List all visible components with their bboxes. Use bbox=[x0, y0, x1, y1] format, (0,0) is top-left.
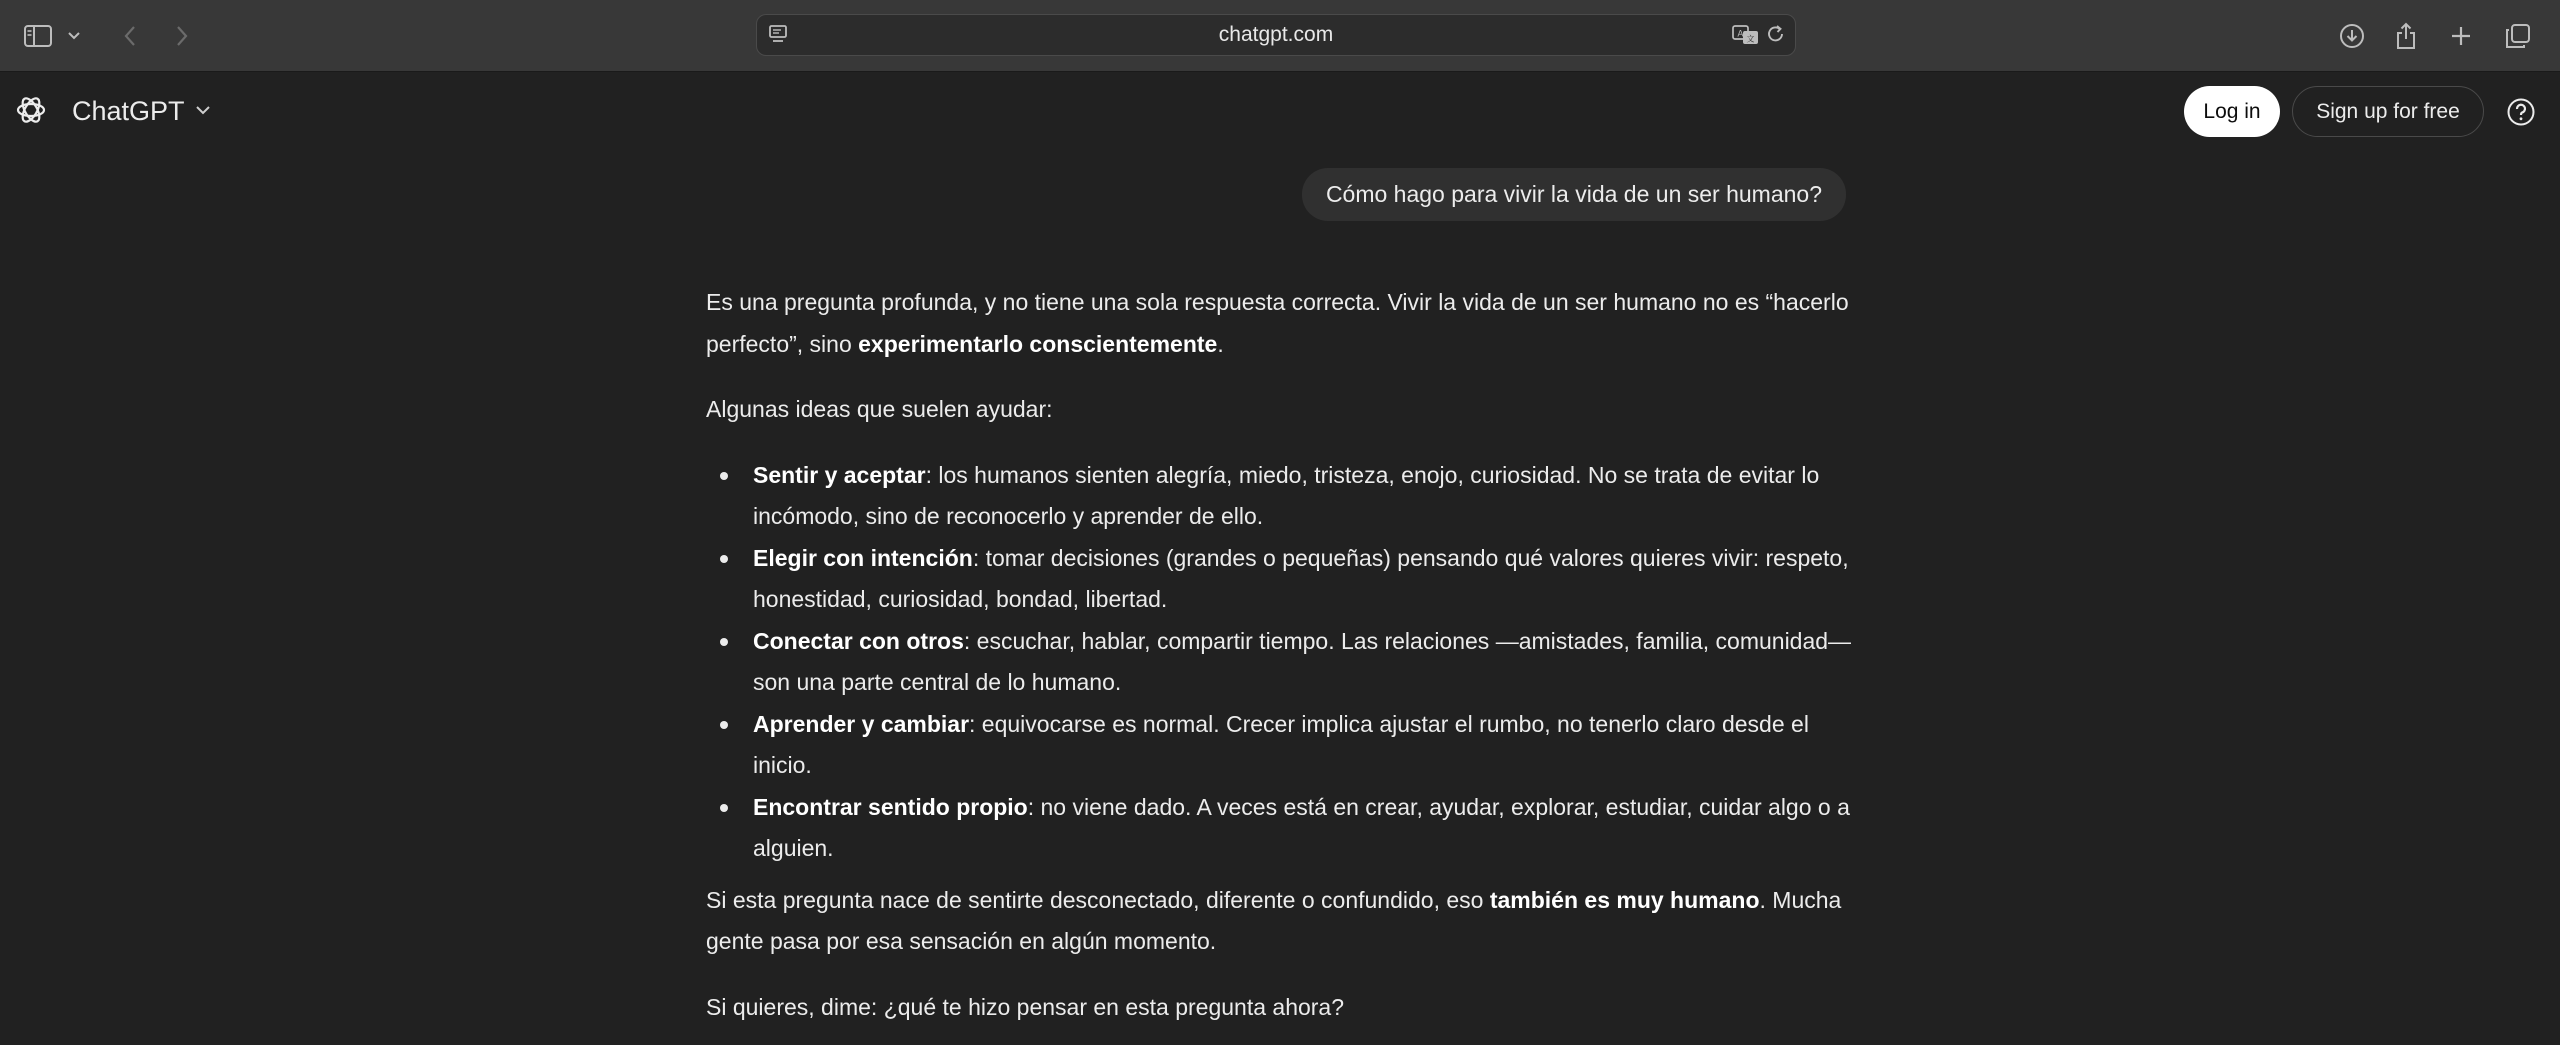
list-item bbox=[706, 455, 1856, 538]
list-item-text: : tomar decisiones (grandes o pequeñas) pensando qué valores quieres vivir: respeto, honestidad, curiosidad, bondad, libertad. bbox=[753, 544, 1849, 612]
url-text: chatgpt.com bbox=[1218, 23, 1334, 46]
translate-icon[interactable] bbox=[1731, 23, 1761, 47]
list-item-title: Elegir con intención bbox=[753, 544, 973, 571]
sidebar-toggle-icon[interactable] bbox=[20, 18, 56, 54]
answer-question: Si quieres, dime: ¿qué te hizo pensar en esta pregunta ahora? bbox=[706, 993, 1345, 1020]
user-message-bubble: Cómo hago para vivir la vida de un ser humano? bbox=[1302, 168, 1846, 221]
forward-icon[interactable] bbox=[164, 18, 200, 54]
new-tab-icon[interactable] bbox=[2443, 18, 2479, 54]
list-item-title: Sentir y aceptar bbox=[753, 461, 926, 488]
list-item bbox=[706, 704, 1856, 787]
app-header bbox=[0, 73, 2560, 151]
intro-text: Es una pregunta profunda, y no tiene una sola respuesta correcta. Vivir la vida de un ser humano no es “hacerlo perfecto”, sino bbox=[706, 289, 1849, 357]
closing-bold: también es muy humano bbox=[1489, 886, 1760, 913]
list-item-title: Encontrar sentido propio bbox=[753, 793, 1028, 820]
ideas-heading: Algunas ideas que suelen ayudar: bbox=[706, 396, 1053, 422]
svg-text:A: A bbox=[1737, 29, 1744, 40]
intro-text-end: . bbox=[1217, 330, 1224, 357]
tab-overview-icon[interactable] bbox=[2500, 18, 2536, 54]
share-icon[interactable] bbox=[2388, 18, 2424, 54]
closing-text-end: . Mucha gente pasa por esa sensación en algún momento. bbox=[706, 886, 1842, 954]
model-selector[interactable] bbox=[72, 93, 211, 129]
chevron-down-icon bbox=[195, 102, 211, 120]
list-item-title: Aprender y cambiar bbox=[753, 710, 970, 737]
help-icon[interactable] bbox=[2506, 97, 2536, 127]
list-item-title: Conectar con otros bbox=[753, 627, 964, 654]
reload-icon[interactable] bbox=[1765, 23, 1789, 47]
downloads-icon[interactable] bbox=[2334, 18, 2370, 54]
login-button[interactable]: Log in bbox=[2184, 86, 2280, 137]
ideas-list bbox=[706, 455, 1856, 870]
chevron-down-icon[interactable] bbox=[62, 18, 86, 54]
svg-text:文: 文 bbox=[1746, 34, 1755, 44]
intro-bold: experimentarlo conscientemente bbox=[858, 330, 1218, 357]
model-name: ChatGPT bbox=[72, 95, 185, 126]
list-item-text: : los humanos sienten alegría, miedo, tristeza, enojo, curiosidad. No se trata de evitar lo incómodo, sino de reconocerlo y aprender de ello. bbox=[753, 461, 1820, 529]
list-item-text: : equivocarse es normal. Crecer implica ajustar el rumbo, no tenerlo claro desde el inicio. bbox=[753, 710, 1809, 778]
back-icon[interactable] bbox=[112, 18, 148, 54]
list-item bbox=[706, 538, 1856, 621]
answer-intro bbox=[706, 282, 1856, 365]
list-item bbox=[706, 621, 1856, 704]
list-item-text: : escuchar, hablar, compartir tiempo. Las relaciones —amistades, familia, comunidad— son una parte central de lo humano. bbox=[753, 627, 1852, 695]
openai-logo-icon[interactable] bbox=[14, 93, 48, 127]
closing-text: Si esta pregunta nace de sentirte desconectado, diferente o confundido, eso bbox=[706, 886, 1490, 913]
address-bar[interactable] bbox=[756, 14, 1796, 56]
answer-closing bbox=[706, 880, 1856, 963]
list-item bbox=[706, 787, 1856, 870]
list-item-text: : no viene dado. A veces está en crear, ayudar, explorar, estudiar, cuidar algo o a alguien. bbox=[753, 793, 1850, 861]
browser-toolbar bbox=[0, 0, 2560, 72]
signup-button[interactable]: Sign up for free bbox=[2292, 86, 2484, 137]
assistant-message bbox=[706, 282, 1856, 1028]
